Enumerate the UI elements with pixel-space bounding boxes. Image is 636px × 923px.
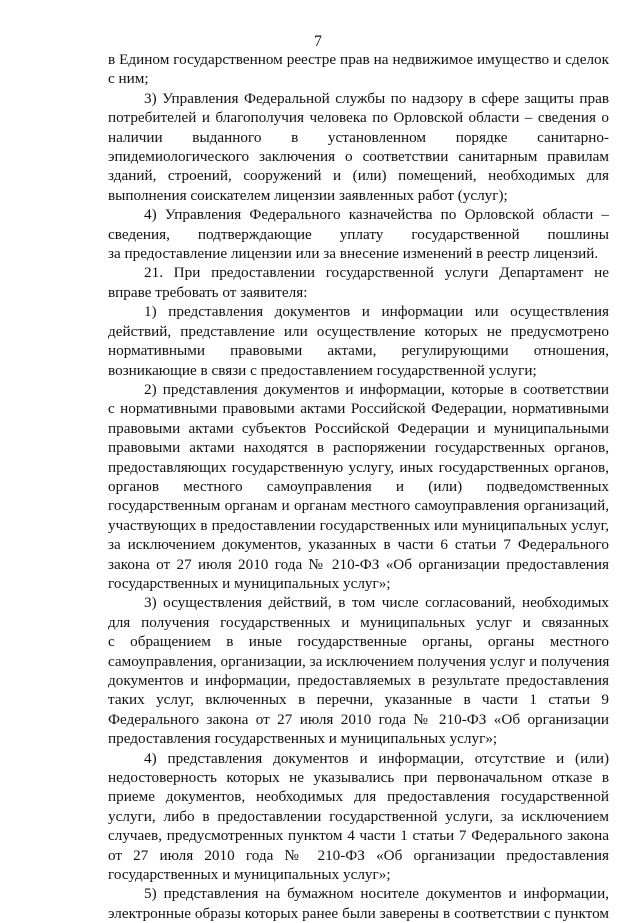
text-line: 21. При предоставлении государственной услуги Департамент не: [144, 264, 609, 282]
text-line: услуги, либо в предоставлении государственной услуги, за исключением: [108, 807, 609, 825]
text-line: возникающие в связи с предоставлением государственной услуги;: [108, 361, 537, 379]
text-line: 1) представления документов и информации или осуществления: [144, 303, 609, 321]
text-line: участвующих в предоставлении государственных или муниципальных услуг,: [108, 516, 609, 534]
text-line: вправе требовать от заявителя:: [108, 283, 308, 301]
text-line: органов местного самоуправления и (или) подведомственных: [108, 477, 609, 495]
text-line: с нормативными правовыми актами Российской Федерации, нормативными: [108, 400, 609, 418]
text-line: нормативными правовыми актами, регулирующими отношения,: [108, 342, 609, 360]
text-line: в Едином государственном реестре прав на недвижимое имущество и сделок: [108, 51, 609, 68]
text-line: правовыми актами субъектов Российской Федерации и муниципальными: [108, 419, 609, 437]
text-line: сведения, подтверждающие уплату государственной пошлины: [108, 225, 609, 243]
text-line: таких услуг, включенных в перечни, указанные в части 1 статьи 9: [108, 691, 609, 709]
text-line: наличии выданного в установленном порядке санитарно-: [108, 128, 609, 146]
text-line: зданий, строений, сооружений и (или) помещений, необходимых для: [108, 167, 609, 185]
text-line: электронные образы которых ранее были заверены в соответствии с пунктом: [108, 904, 609, 922]
text-line: государственных и муниципальных услуг»;: [108, 866, 391, 884]
text-line: предоставляющих государственную услугу, иных государственных органов,: [108, 458, 609, 476]
text-line: недостоверность которых не указывались при первоначальном отказе в: [108, 769, 609, 787]
text-line: 4) Управления Федерального казначейства по Орловской области –: [144, 206, 609, 224]
text-line: выполнения соискателем лицензии заявленных работ (услуг);: [108, 186, 508, 204]
text-line: 3) осуществления действий, в том числе согласований, необходимых: [144, 594, 609, 612]
text-line: 3) Управления Федеральной службы по надзору в сфере защиты прав: [144, 89, 609, 107]
document-body: [108, 50, 609, 923]
text-line: правовыми актами находятся в распоряжении государственных органов,: [108, 439, 609, 457]
text-line: с обращением в иные государственные органы, органы местного: [108, 633, 609, 651]
text-line: с ним;: [108, 70, 149, 88]
page-number: 7: [314, 33, 322, 50]
text-line: закона от 27 июля 2010 года № 210-ФЗ «Об организации предоставления: [108, 555, 609, 573]
text-line: потребителей и благополучия человека по Орловской области – сведения о: [108, 109, 609, 127]
text-line: для получения государственных и муниципальных услуг и связанных: [108, 613, 609, 631]
text-line: приеме документов, необходимых для предоставления государственной: [108, 788, 609, 806]
text-line: 4) представления документов и информации, отсутствие и (или): [144, 749, 609, 767]
text-line: от 27 июля 2010 года № 210-ФЗ «Об организации предоставления: [108, 846, 609, 864]
text-line: документов и информации, предоставляемых в результате предоставления: [108, 672, 609, 689]
text-line: государственных и муниципальных услуг»;: [108, 574, 391, 592]
text-line: 2) представления документов и информации, которые в соответствии: [144, 380, 609, 398]
text-line: за исключением документов, указанных в части 6 статьи 7 Федерального: [108, 536, 609, 554]
text-line: эпидемиологического заключения о соответствии санитарным правилам: [108, 148, 609, 166]
text-line: Федерального закона от 27 июля 2010 года № 210-ФЗ «Об организации: [108, 710, 609, 728]
text-line: случаев, предусмотренных пунктом 4 части 1 статьи 7 Федерального закона: [108, 827, 609, 845]
text-line: самоуправления, организации, за исключением получения услуг и получения: [108, 652, 610, 670]
text-line: действий, представление или осуществление которых не предусмотрено: [108, 322, 609, 340]
text-line: государственным органам и органам местного самоуправления организаций,: [108, 497, 609, 515]
text-line: предоставления государственных и муниципальных услуг»;: [108, 730, 498, 748]
text-line: 5) представления на бумажном носителе документов и информации,: [144, 885, 609, 903]
text-line: за предоставление лицензии или за внесение изменений в реестр лицензий.: [108, 245, 599, 263]
